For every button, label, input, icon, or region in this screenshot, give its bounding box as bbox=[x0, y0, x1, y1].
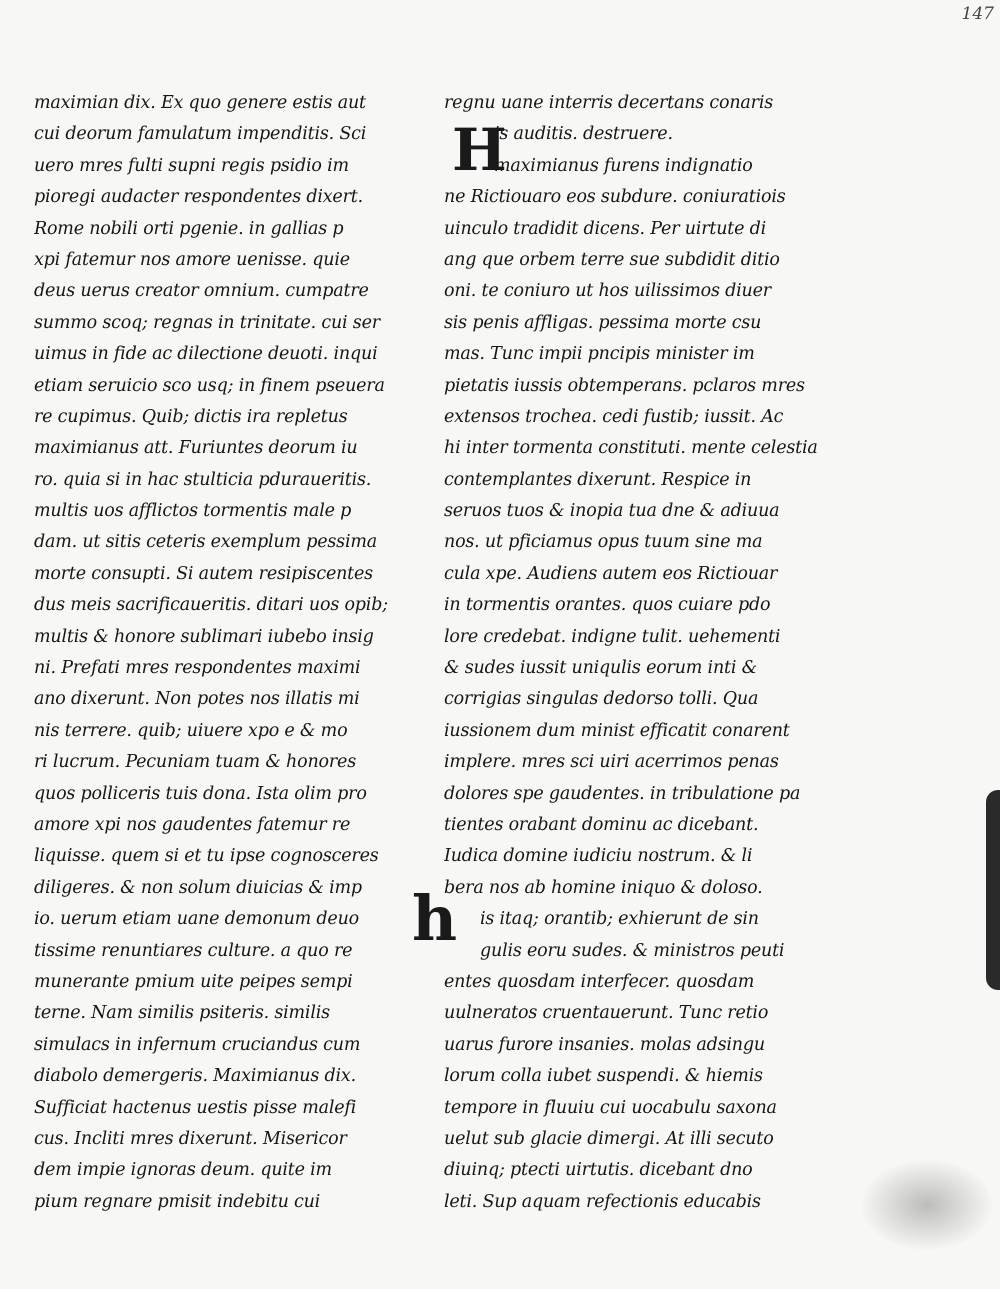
text-line: gulis eoru sudes. & ministros peuti bbox=[480, 940, 785, 961]
parchment-stain bbox=[862, 1160, 992, 1250]
text-line: regnu uane interris decertans conaris bbox=[444, 93, 773, 113]
text-line: dolores spe gaudentes. in tribulatione pa bbox=[444, 783, 801, 804]
text-line: ano dixerunt. Non potes nos illatis mi bbox=[34, 689, 360, 710]
text-line: deus uerus creator omnium. cumpatre bbox=[34, 281, 369, 302]
text-line: pietatis iussis obtemperans. pclaros mres bbox=[444, 375, 805, 396]
text-line: morte consupti. Si autem resipiscentes bbox=[34, 563, 373, 584]
text-line: dem impie ignoras deum. quite im bbox=[34, 1160, 332, 1181]
text-line: cui deorum famulatum impenditis. Sci bbox=[34, 124, 367, 145]
text-line: implere. mres sci uiri acerrimos penas bbox=[444, 752, 779, 773]
text-line: maximian dix. Ex quo genere estis aut bbox=[34, 93, 366, 113]
text-line: xpi fatemur nos amore uenisse. quie bbox=[34, 249, 350, 270]
folio-number: 147 bbox=[961, 4, 994, 24]
text-line: entes quosdam interfecer. quosdam bbox=[444, 971, 755, 992]
text-line: & sudes iussit uniqulis eorum inti & bbox=[444, 658, 757, 679]
text-line: extensos trochea. cedi fustib; iussit. Ac bbox=[444, 406, 784, 427]
text-line: tempore in fluuiu cui uocabulu saxona bbox=[444, 1097, 777, 1118]
text-line: lore credebat. indigne tulit. uehementi bbox=[444, 626, 781, 647]
text-line: re cupimus. Quib; dictis ira repletus bbox=[34, 406, 348, 427]
text-line: dam. ut sitis ceteris exemplum pessima bbox=[34, 532, 377, 553]
text-line: ang que orbem terre sue subdidit ditio bbox=[444, 249, 780, 270]
text-line: terne. Nam similis psiteris. similis bbox=[34, 1003, 330, 1024]
text-line: multis & honore sublimari iubebo insig bbox=[34, 626, 374, 647]
text-line: diuinq; ptecti uirtutis. dicebant dno bbox=[444, 1160, 753, 1181]
text-line: etiam seruicio sco usq; in finem pseuera bbox=[34, 375, 385, 396]
text-line: hi inter tormenta constituti. mente celestia bbox=[444, 438, 818, 459]
text-line: tientes orabant dominu ac dicebant. bbox=[444, 814, 759, 835]
left-column bbox=[34, 88, 424, 1218]
text-line: summo scoq; regnas in trinitate. cui ser bbox=[34, 312, 380, 333]
text-line: ni. Prefati mres respondentes maximi bbox=[34, 658, 361, 679]
decorated-initial-h-lower: h bbox=[412, 882, 458, 955]
text-line: lorum colla iubet suspendi. & hiemis bbox=[444, 1066, 763, 1087]
decorated-initial-h: H bbox=[452, 116, 507, 184]
text-line: iussionem dum minist efficatit conarent bbox=[444, 720, 790, 741]
text-line: tissime renuntiares culture. a quo re bbox=[34, 940, 353, 961]
text-line: pioregi audacter respondentes dixert. bbox=[34, 187, 363, 208]
text-line: corrigias singulas dedorso tolli. Qua bbox=[444, 689, 759, 710]
text-line: contemplantes dixerunt. Respice in bbox=[444, 469, 752, 490]
text-line: diligeres. & non solum diuicias & imp bbox=[34, 877, 362, 898]
text-line: simulacs in infernum cruciandus cum bbox=[34, 1034, 361, 1055]
text-line: dus meis sacrificaueritis. ditari uos opib; bbox=[34, 595, 388, 616]
text-line: amore xpi nos gaudentes fatemur re bbox=[34, 814, 351, 835]
text-line: bera nos ab homine iniquo & doloso. bbox=[444, 877, 763, 898]
text-line: nis terrere. quib; uiuere xpo e & mo bbox=[34, 720, 348, 741]
text-line: uelut sub glacie dimergi. At illi secuto bbox=[444, 1128, 774, 1149]
text-line: is auditis. destruere. bbox=[494, 124, 673, 145]
text-line: ne Rictiouaro eos subdure. coniuratiois bbox=[444, 187, 786, 208]
text-line: ro. quia si in hac stulticia pduraueritis. bbox=[34, 469, 372, 490]
text-line: Sufficiat hactenus uestis pisse malefi bbox=[34, 1097, 357, 1118]
text-line: cus. Incliti mres dixerunt. Misericor bbox=[34, 1128, 347, 1149]
text-line: is itaq; orantib; exhierunt de sin bbox=[480, 909, 759, 930]
text-line: uarus furore insanies. molas adsingu bbox=[444, 1034, 765, 1055]
text-line: seruos tuos & inopia tua dne & adiuua bbox=[444, 501, 780, 522]
text-line: diabolo demergeris. Maximianus dix. bbox=[34, 1066, 356, 1087]
text-line: uinculo tradidit dicens. Per uirtute di bbox=[444, 218, 767, 239]
text-line: multis uos afflictos tormentis male p bbox=[34, 501, 352, 522]
text-line: oni. te coniuro ut hos uilissimos diuer bbox=[444, 281, 771, 302]
text-line: sis penis affligas. pessima morte csu bbox=[444, 312, 762, 333]
text-line: maximianus att. Furiuntes deorum iu bbox=[34, 438, 358, 459]
text-line: nos. ut pficiamus opus tuum sine ma bbox=[444, 532, 763, 553]
text-line: uulneratos cruentauerunt. Tunc retio bbox=[444, 1003, 769, 1024]
text-line: mas. Tunc impii pncipis minister im bbox=[444, 344, 755, 365]
page-edge-shadow bbox=[986, 790, 1000, 990]
text-line: quos polliceris tuis dona. Ista olim pro bbox=[34, 783, 367, 804]
text-line: pium regnare pmisit indebitu cui bbox=[34, 1191, 321, 1212]
text-line: io. uerum etiam uane demonum deuo bbox=[34, 909, 359, 930]
text-line: maximianus furens indignatio bbox=[494, 155, 753, 176]
text-line: ri lucrum. Pecuniam tuam & honores bbox=[34, 752, 356, 773]
text-line: cula xpe. Audiens autem eos Rictiouar bbox=[444, 563, 778, 584]
text-line: uero mres fulti supni regis psidio im bbox=[34, 155, 349, 176]
text-line: liquisse. quem si et tu ipse cognosceres bbox=[34, 846, 379, 867]
right-column bbox=[444, 88, 834, 1218]
text-line: leti. Sup aquam refectionis educabis bbox=[444, 1191, 761, 1212]
text-line: munerante pmium uite peipes sempi bbox=[34, 971, 353, 992]
text-line: uimus in fide ac dilectione deuoti. inqui bbox=[34, 344, 378, 365]
text-line: Iudica domine iudiciu nostrum. & li bbox=[444, 846, 753, 867]
text-line: Rome nobili orti pgenie. in gallias p bbox=[34, 218, 344, 239]
text-line: in tormentis orantes. quos cuiare pdo bbox=[444, 595, 771, 616]
